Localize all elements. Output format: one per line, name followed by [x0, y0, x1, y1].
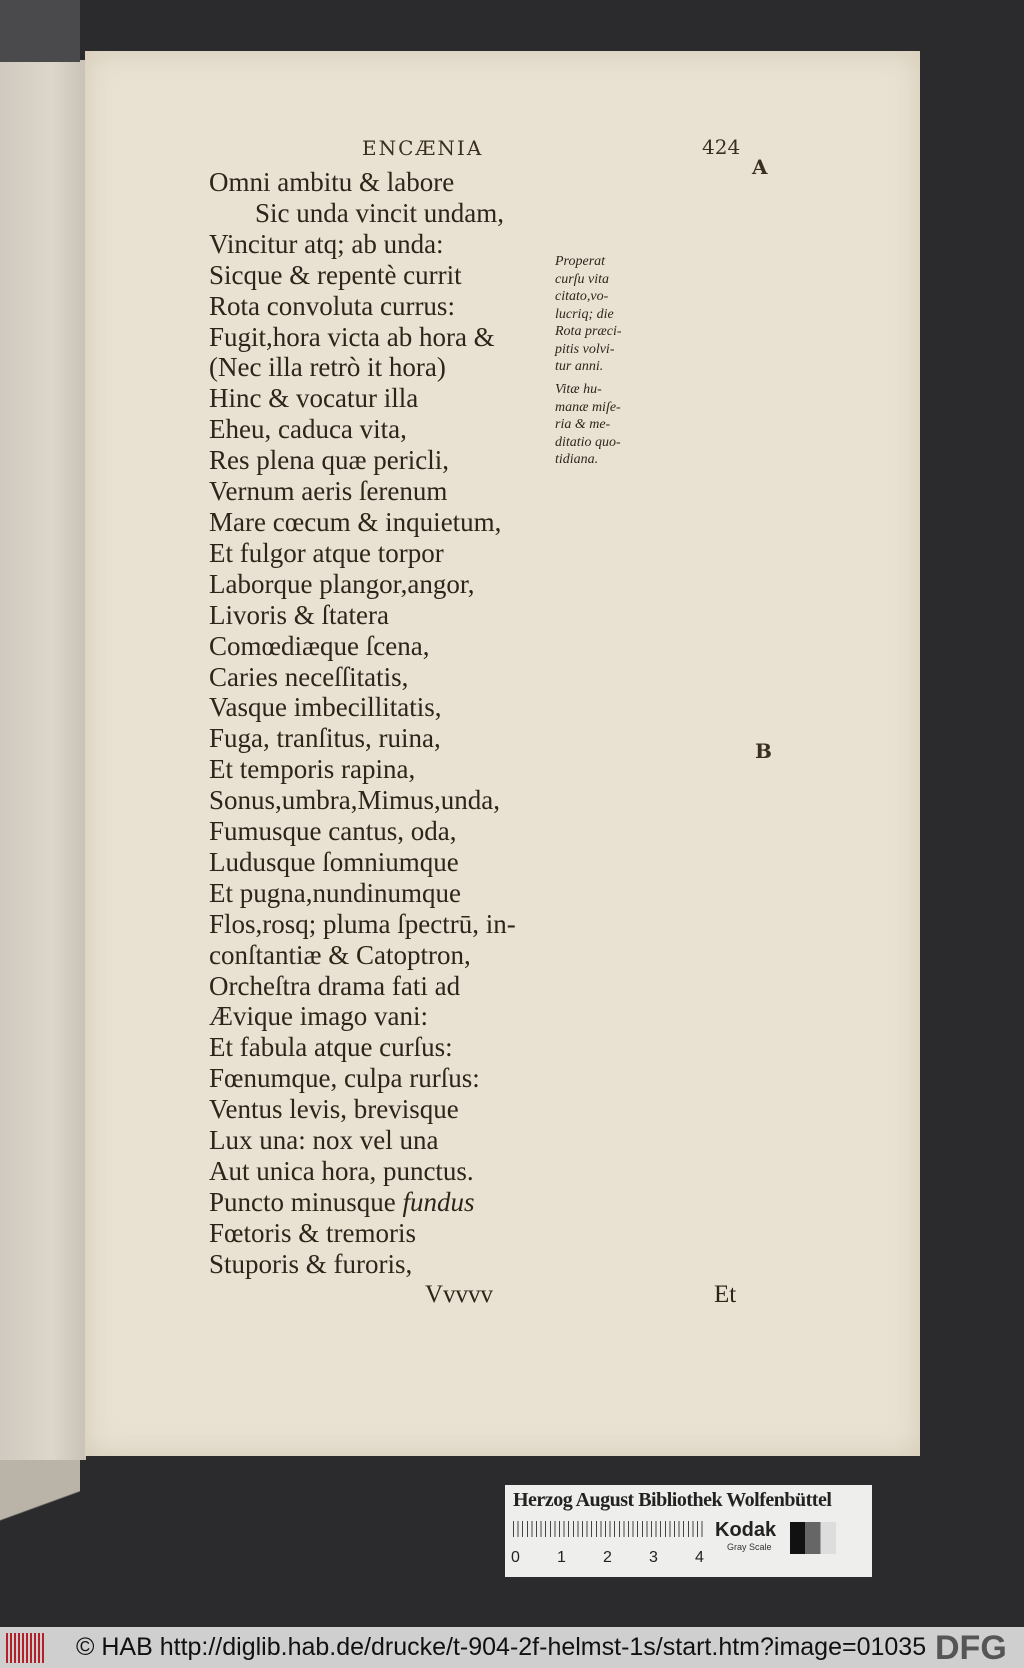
verse-line — [209, 229, 516, 260]
verse-line — [209, 1125, 516, 1156]
verse-line — [209, 322, 516, 353]
note-line: pitis volvi- — [555, 341, 615, 357]
verse-text: Fœtoris & tremoris — [209, 1217, 416, 1248]
verse-text: Ævique imago vani: — [209, 1001, 428, 1032]
verse-text: (Nec illa retrò it hora) — [209, 352, 446, 383]
background-corner — [0, 0, 80, 62]
verse-text: Comœdiæque ſcena, — [209, 630, 430, 661]
verse-line — [209, 538, 516, 569]
library-name: Herzog August Bibliothek Wolfenbüttel — [513, 1489, 832, 1511]
verse-text: Et fulgor atque torpor — [209, 537, 444, 568]
verse-text: Fugit,hora victa ab hora & — [209, 321, 495, 352]
ruler-number: 3 — [649, 1549, 658, 1566]
verse-text: Vincitur atq; ab unda: — [209, 228, 444, 259]
verse-text: Rota convoluta currus: — [209, 290, 455, 321]
library-color-label — [505, 1485, 872, 1577]
verse-line — [209, 971, 516, 1002]
verse-line — [209, 1032, 516, 1063]
verse-text: Sicque & repentè currit — [209, 259, 462, 290]
marginal-note — [555, 253, 645, 376]
verse-line — [209, 383, 516, 414]
verse-text: Fœnumque, culpa rurſus: — [209, 1063, 480, 1094]
verse-text: Omni ambitu & labore — [209, 167, 455, 197]
verse-text: Sonus,umbra,Mimus,unda, — [209, 785, 501, 816]
note-line: Vitæ hu- — [555, 382, 602, 397]
verse-line — [209, 754, 516, 785]
verse-line — [209, 723, 516, 754]
note-line: ria & me- — [555, 417, 611, 432]
verse-text: Fumusque cantus, oda, — [209, 816, 457, 847]
signature-mark: Vvvvv — [425, 1281, 494, 1308]
verse-text: conſtantiæ & Catoptron, — [209, 939, 471, 970]
ruler-number: 0 — [511, 1549, 520, 1566]
verse-text: Mare cœcum & inquietum, — [209, 506, 502, 537]
source-url[interactable]: © HAB http://diglib.hab.de/drucke/t-904-2f-helmst-1s/start.htm?image=01035 — [76, 1633, 927, 1661]
verse-text: Sic unda vincit undam, — [255, 197, 504, 228]
verse-line — [209, 631, 516, 662]
catchword: Et — [714, 1281, 737, 1308]
note-line: manæ miſe- — [555, 399, 621, 415]
note-line: curſu vita — [555, 271, 610, 287]
verse-line — [209, 445, 516, 476]
verse-line — [209, 909, 516, 940]
section-marker-a: A — [752, 155, 768, 179]
section-marker-b: B — [755, 739, 772, 763]
note-line: lucriq; die — [555, 306, 614, 322]
verse-text: Fuga, tranſitus, ruina, — [209, 723, 441, 754]
verse-line — [209, 167, 516, 198]
verse-line — [209, 198, 516, 229]
note-line: tidiana. — [555, 452, 599, 467]
note-line: Rota præci- — [555, 324, 622, 339]
ruler-number: 2 — [603, 1549, 612, 1566]
verse-text: Ventus levis, brevisque — [209, 1094, 459, 1125]
ruler-numbers — [511, 1549, 741, 1567]
ruler-scale — [513, 1521, 703, 1537]
verse-line — [209, 260, 516, 291]
verse-line — [209, 1249, 516, 1280]
note-line: Properat — [555, 254, 606, 269]
verse-line — [209, 785, 516, 816]
verse-line — [209, 1094, 516, 1125]
verse-text: Et fabula atque curſus: — [209, 1032, 453, 1063]
verse-text: Orcheſtra drama fati ad — [209, 970, 461, 1001]
running-header: ENCÆNIA — [362, 136, 484, 160]
verse-line — [209, 600, 516, 631]
verse-text: Ludusque ſomniumque — [209, 846, 459, 877]
verse-line — [209, 291, 516, 322]
verse-line — [209, 816, 516, 847]
poem-text — [209, 167, 516, 1280]
verse-line — [209, 1218, 516, 1249]
verse-text: Res plena quæ pericli, — [209, 445, 449, 476]
note-line: tur anni. — [555, 359, 604, 374]
verse-line — [209, 476, 516, 507]
verse-text: Eheu, caduca vita, — [209, 414, 407, 445]
ruler-number: 1 — [557, 1549, 566, 1566]
verse-line — [209, 692, 516, 723]
verse-italic-word: fundus — [402, 1186, 475, 1217]
verse-line — [209, 352, 516, 383]
verse-text: Vernum aeris ſerenum — [209, 476, 448, 507]
verse-line — [209, 1001, 516, 1032]
gray-scale-label: Gray Scale — [727, 1542, 772, 1552]
verse-line — [209, 414, 516, 445]
verse-line — [209, 1156, 516, 1187]
page-number: 424 — [702, 135, 741, 159]
verse-line — [209, 940, 516, 971]
verse-line — [209, 878, 516, 909]
hab-logo-icon — [6, 1633, 46, 1663]
dfg-logo: DFG — [935, 1629, 1007, 1667]
footer-bar — [0, 1627, 1024, 1668]
verse-text: Et pugna,nundinumque — [209, 877, 461, 908]
verse-line — [209, 569, 516, 600]
ruler-number: 4 — [695, 1549, 704, 1566]
gray-scale-swatch — [790, 1522, 836, 1554]
verse-text: Vasque imbecillitatis, — [209, 692, 442, 723]
verse-line — [209, 1063, 516, 1094]
verse-text: Flos,rosq; pluma ſpectrū, in- — [209, 908, 516, 939]
note-line: citato,vo- — [555, 289, 609, 304]
verse-text: Livoris & ſtatera — [209, 599, 389, 630]
book-page — [85, 51, 920, 1456]
verse-text: Lux una: nox vel una — [209, 1125, 439, 1156]
verse-text: Puncto minusque — [209, 1186, 403, 1217]
page-fold — [0, 1460, 80, 1580]
verse-line — [209, 847, 516, 878]
verse-text: Hinc & vocatur illa — [209, 383, 419, 414]
kodak-brand: Kodak — [715, 1519, 777, 1541]
verse-line — [209, 1187, 516, 1218]
verse-line — [209, 507, 516, 538]
verse-text: Et temporis rapina, — [209, 754, 416, 785]
verse-text: Caries neceſſitatis, — [209, 661, 409, 692]
verse-line — [209, 662, 516, 693]
verse-text: Laborque plangor,angor, — [209, 568, 475, 599]
verse-text: Stuporis & furoris, — [209, 1248, 413, 1279]
marginal-note — [555, 381, 645, 469]
facing-page-edge — [0, 60, 86, 1460]
verse-text: Aut unica hora, punctus. — [209, 1156, 474, 1186]
note-line: ditatio quo- — [555, 434, 621, 450]
